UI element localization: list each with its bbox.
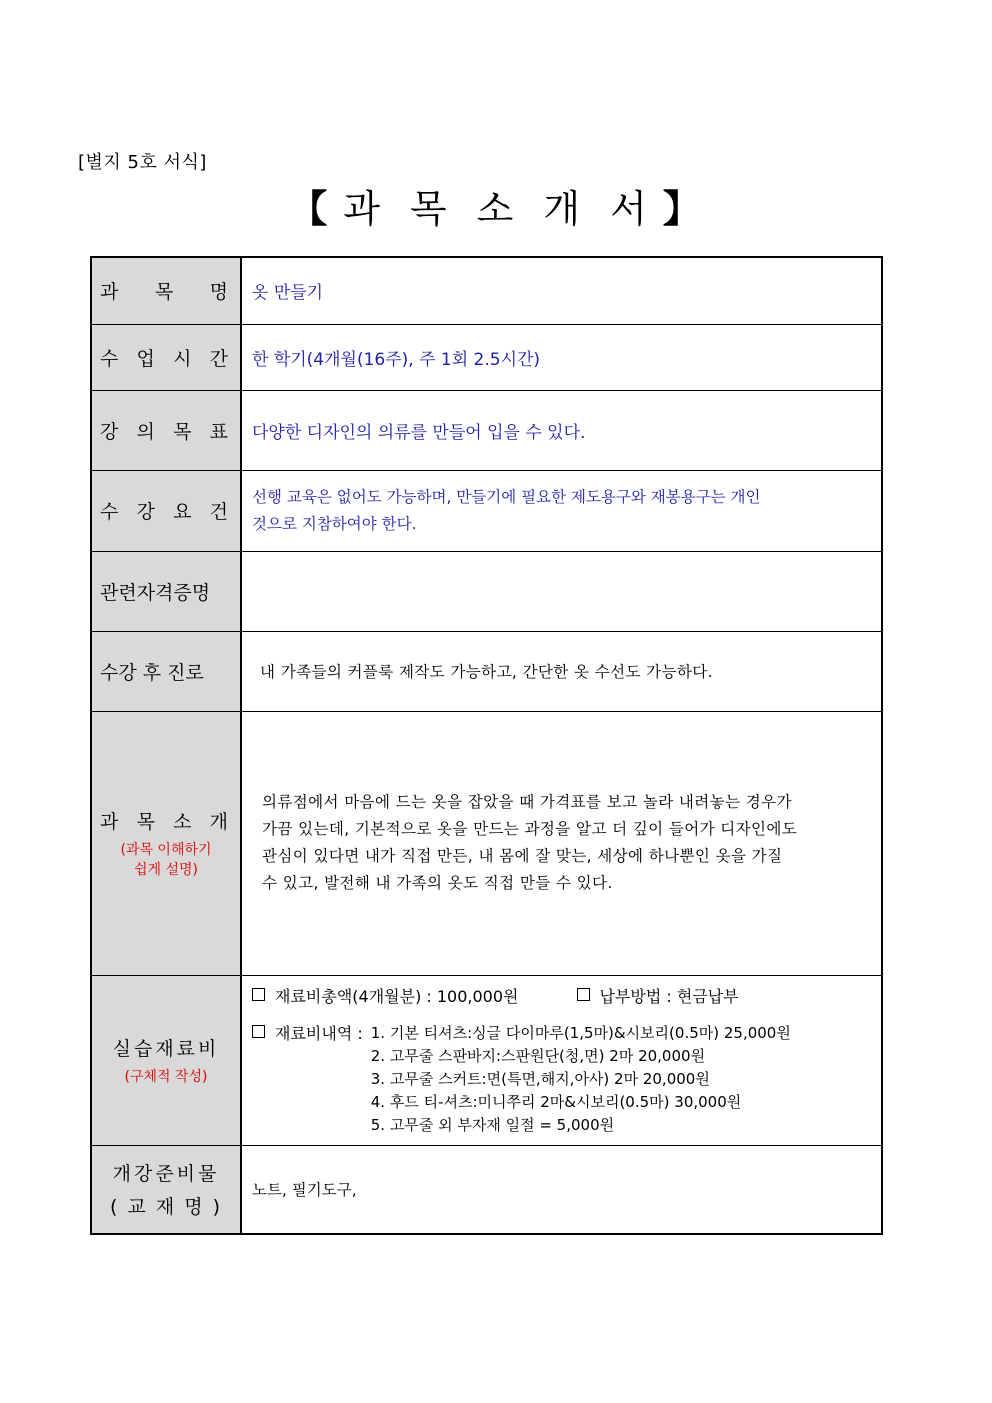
value-intro <box>241 711 882 975</box>
label-char: 과 <box>100 810 119 833</box>
label-intro-subtitle <box>100 840 240 880</box>
label-char: 건 <box>209 501 228 523</box>
value-materials <box>241 975 882 1145</box>
row-class-time <box>91 324 882 390</box>
materials-block <box>252 979 881 1141</box>
label-char: 업 <box>136 347 155 370</box>
intro-line: 관심이 있다면 내가 직접 만든, 내 몸에 잘 맞는, 세상에 하나뿐인 옷을 가질 <box>262 847 783 865</box>
intro-line: 수 있고, 발전해 내 가족의 옷도 직접 만들 수 있다. <box>262 874 613 892</box>
checkbox-icon <box>577 988 590 1001</box>
materials-detail <box>252 1022 881 1137</box>
materials-item: 3. 고무줄 스커트:면(특면,해지,아사) 2마 20,000원 <box>370 1070 710 1088</box>
materials-detail-label: 재료비내역 : <box>275 1024 363 1043</box>
label-subject-name <box>91 257 241 324</box>
title-close-bracket: 】 <box>662 187 703 231</box>
label-char: 수 <box>100 347 119 370</box>
row-certificate <box>91 551 882 631</box>
value-subject-name: 옷 만들기 <box>241 257 882 324</box>
label-materials-subtitle: (구체적 작성) <box>124 1068 208 1085</box>
materials-item: 4. 후드 티-셔츠:미니쭈리 2마&시보리(0.5마) 30,000원 <box>370 1093 742 1111</box>
value-supplies: 노트, 필기도구, <box>241 1145 882 1234</box>
checkbox-icon <box>252 1025 265 1038</box>
materials-item: 2. 고무줄 스판바지:스판원단(청,면) 2마 20,000원 <box>370 1047 706 1065</box>
label-char: 의 <box>136 420 155 443</box>
materials-item: 5. 고무줄 외 부자재 일절 = 5,000원 <box>370 1116 615 1134</box>
value-career: 내 가족들의 커플룩 제작도 가능하고, 간단한 옷 수선도 가능하다. <box>241 631 882 711</box>
row-intro <box>91 711 882 975</box>
value-objective: 다양한 디자인의 의류를 만들어 입을 수 있다. <box>241 390 882 470</box>
label-intro <box>91 711 241 975</box>
intro-line: 의류점에서 마음에 드는 옷을 잡았을 때 가격표를 보고 놀라 내려놓는 경우가 <box>262 793 792 811</box>
label-char: 목 <box>173 420 192 443</box>
row-subject <box>91 257 882 324</box>
title-open-bracket: 【 <box>289 187 330 231</box>
row-career <box>91 631 882 711</box>
label-char: 소 <box>173 810 192 833</box>
label-class-time <box>91 324 241 390</box>
row-materials <box>91 975 882 1145</box>
row-supplies <box>91 1145 882 1234</box>
label-career: 수강 후 진로 <box>91 631 241 711</box>
label-supplies-line: ( 교 재 명 ) <box>109 1196 223 1219</box>
title-char: 개 <box>543 187 583 231</box>
label-certificate: 관련자격증명 <box>91 551 241 631</box>
document-title <box>0 178 992 233</box>
checkbox-icon <box>252 988 265 1001</box>
label-char: 개 <box>209 810 228 833</box>
title-char: 목 <box>409 187 449 231</box>
label-objective <box>91 390 241 470</box>
label-materials-text: 실습재료비 <box>112 1037 220 1060</box>
label-char: 명 <box>209 281 228 304</box>
label-char: 과 <box>100 281 119 304</box>
label-char: 수 <box>100 501 119 523</box>
value-requirements <box>241 470 882 551</box>
value-class-time: 한 학기(4개월(16주), 주 1회 2.5시간) <box>241 324 882 390</box>
requirements-line: 것으로 지참하여야 한다. <box>252 514 417 533</box>
label-char: 목 <box>136 810 155 833</box>
materials-summary-line <box>252 985 881 1008</box>
row-objective <box>91 390 882 470</box>
label-char: 강 <box>100 420 119 443</box>
intro-paragraph <box>252 789 881 897</box>
materials-detail-label-wrap <box>252 1022 363 1137</box>
label-char: 강 <box>136 501 155 523</box>
label-char: 간 <box>209 347 228 370</box>
materials-item: 1. 기본 티셔츠:싱글 다이마루(1,5마)&시보리(0.5마) 25,000원 <box>370 1024 791 1042</box>
label-supplies-line: 개강준비물 <box>112 1163 220 1186</box>
row-requirements <box>91 470 882 551</box>
intro-line: 가끔 있는데, 기본적으로 옷을 만드는 과정을 알고 더 깊이 들어가 디자인에도 <box>262 820 798 838</box>
materials-payment: 납부방법 : 현금납부 <box>599 987 739 1006</box>
title-char: 서 <box>610 187 649 231</box>
label-char: 시 <box>173 347 192 370</box>
requirements-line: 선행 교육은 없어도 가능하며, 만들기에 필요한 제도용구와 재봉용구는 개인 <box>252 487 761 506</box>
label-char: 요 <box>173 501 192 523</box>
label-char: 표 <box>209 420 228 443</box>
subtitle-line: (과목 이해하기 <box>120 841 212 858</box>
label-requirements <box>91 470 241 551</box>
title-char: 과 <box>343 187 382 231</box>
label-char: 목 <box>154 281 174 304</box>
title-char: 소 <box>476 187 516 231</box>
label-supplies <box>91 1145 241 1234</box>
form-number-label: [별지 5호 서식] <box>78 152 207 173</box>
subtitle-line: 쉽게 설명) <box>133 861 198 878</box>
label-materials <box>91 975 241 1145</box>
course-intro-form <box>90 256 883 1235</box>
materials-total: 재료비총액(4개월분) : 100,000원 <box>275 987 519 1006</box>
materials-items <box>363 1022 791 1137</box>
value-certificate <box>241 551 882 631</box>
